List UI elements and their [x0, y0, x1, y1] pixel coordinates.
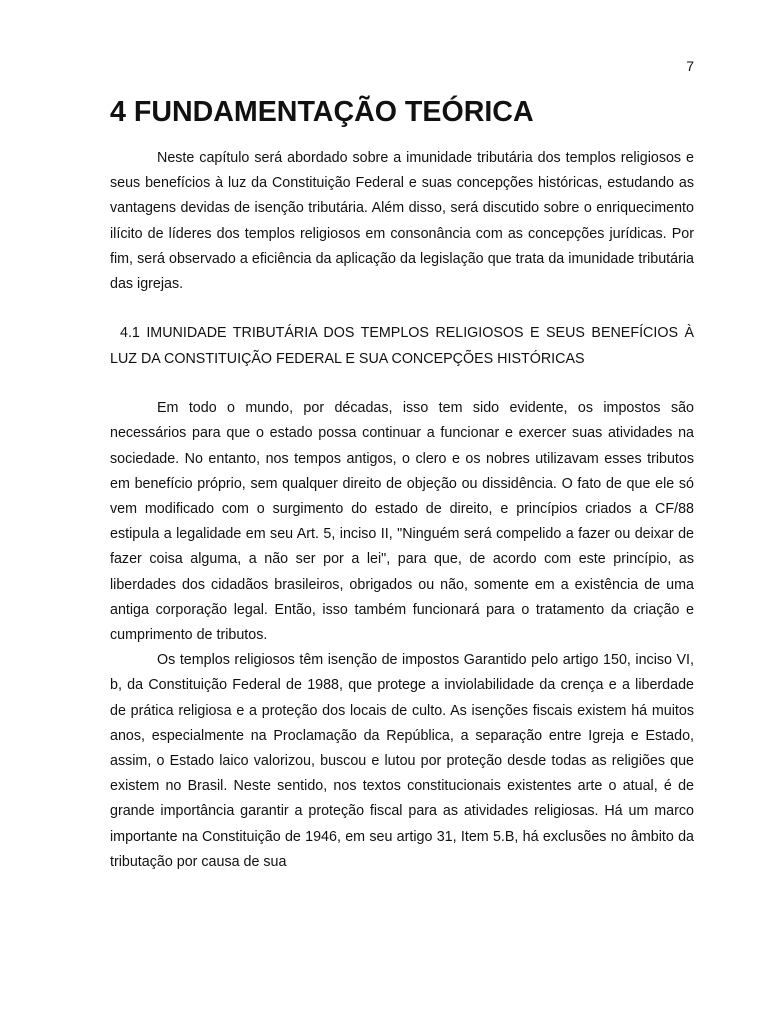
- page-number: 7: [686, 58, 694, 74]
- body-paragraph: Em todo o mundo, por décadas, isso tem sido evidente, os impostos são necessários para que o estado possa continuar a funcionar e exercer suas atividades na sociedade. No entanto, nos tempos antigos, o clero e os nobres utilizavam esses tributos em benefício próprio, sem qualquer direito de objeção ou dissidência. O fato de que ele só vem modificado com o surgimento do estado de direito, e princípios criados a CF/88 estipula a legalidade em seu Art. 5, inciso II, "Ninguém será compelido a fazer ou deixar de fazer coisa alguma, a não ser por a lei", para que, de acordo com este princípio, as liberdades dos cidadãos brasileiros, obrigados ou não, somente em a existência de uma antiga corporação legal. Então, isso também funcionará para o tratamento da criação e cumprimento de tributos.: [110, 400, 694, 644]
- section-title: 4.1 IMUNIDADE TRIBUTÁRIA DOS TEMPLOS RELIGIOSOS E SEUS BENEFÍCIOS À LUZ DA CONSTITUIÇÃO FEDERAL E SUA CONCEPÇÕES HISTÓRICAS: [110, 325, 694, 367]
- intro-paragraph: Neste capítulo será abordado sobre a imunidade tributária dos templos religiosos e seus benefícios à luz da Constituição Federal e suas concepções históricas, estudando as vantagens devidas de isenção tributária. Além disso, será discutido sobre o enriquecimento ilícito de líderes dos templos religiosos em consonância com as concepções jurídicas. Por fim, será observado a eficiência da aplicação da legislação que trata da imunidade tributária das igrejas.: [110, 150, 694, 293]
- spacer: [110, 372, 694, 396]
- chapter-title: 4 FUNDAMENTAÇÃO TEÓRICA: [110, 96, 534, 128]
- spacer: [110, 297, 694, 321]
- body-paragraph: Os templos religiosos têm isenção de impostos Garantido pelo artigo 150, inciso VI, b, da Constituição Federal de 1988, que protege a inviolabilidade da crença e a liberdade de prática religiosa e a proteção dos locais de culto. As isenções fiscais existem há muitos anos, especialmente na Proclamação da República, a separação entre Igreja e Estado, assim, o Estado laico valorizou, buscou e lutou por proteção desde todas as religiões que existem no Brasil. Neste sentido, nos textos constitucionais existentes arte o atual, é de grande importância garantir a proteção fiscal para as atividades religiosas. Há um marco importante na Constituição de 1946, em seu artigo 31, Item 5.B, há exclusões no âmbito da tributação por causa de sua: [110, 652, 694, 870]
- page-content: [110, 96, 694, 875]
